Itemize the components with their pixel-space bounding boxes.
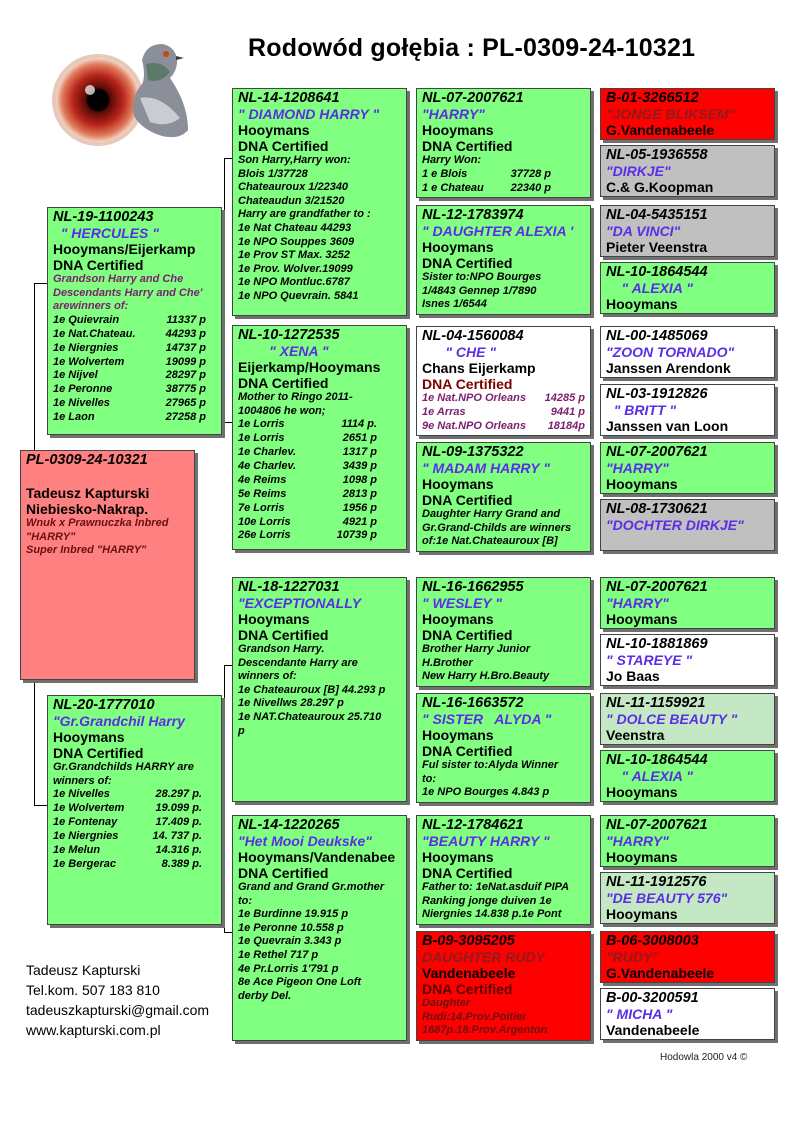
pigeon-name: "HARRY" xyxy=(422,106,485,122)
result-value: 19.099 p. xyxy=(155,802,202,815)
ring-number: NL-14-1220265 xyxy=(238,817,340,833)
dna-label: DNA Certified xyxy=(422,981,513,997)
pedigree-note: Sister to:NPO Bourges xyxy=(422,271,542,283)
great-grandparent-card xyxy=(416,326,591,436)
dna-label: DNA Certified xyxy=(238,865,329,881)
pedigree-note: Harry Won: xyxy=(422,154,482,166)
connector-dam-top xyxy=(224,665,232,666)
pigeon-name: " CHE " xyxy=(422,344,496,360)
pigeon-name: "BEAUTY HARRY " xyxy=(422,833,550,849)
dam-owner: Hooymans xyxy=(53,729,125,745)
ring-number: NL-10-1881869 xyxy=(606,636,708,652)
sire-owner: Hooymans/Eijerkamp xyxy=(53,241,196,257)
pedigree-note: 1e NPO Montluc.6787 xyxy=(238,276,350,289)
result-label: 26e Lorris xyxy=(238,529,291,542)
result-row xyxy=(238,516,377,530)
result-label: 1e Melun xyxy=(53,843,101,856)
result-label: 4e Charlev. xyxy=(238,459,297,472)
result-row xyxy=(422,182,551,196)
ring-number: B-01-3266512 xyxy=(606,90,699,106)
owner-name: Hooymans xyxy=(606,611,678,627)
dam-note: winners of: xyxy=(53,774,112,787)
ring-number: NL-07-2007621 xyxy=(606,579,708,595)
result-label: 1e Laon xyxy=(53,411,95,424)
ancestor-card xyxy=(600,205,775,257)
pedigree-note: Mother to Ringo 2011- xyxy=(238,391,353,403)
result-label: 1e Nat.NPO Orleans xyxy=(422,392,526,404)
result-value: 1956 p xyxy=(342,501,377,514)
dam-card xyxy=(47,695,222,925)
pedigree-note: Grand and Grand Gr.mother xyxy=(238,881,385,893)
result-value: 1098 p xyxy=(342,473,377,486)
sire-name: " HERCULES " xyxy=(53,225,159,241)
ring-number: NL-10-1864544 xyxy=(606,752,708,768)
pigeon-name: " DIAMOND HARRY " xyxy=(238,106,380,122)
pigeon-name: " XENA " xyxy=(238,343,329,359)
ring-number: NL-07-2007621 xyxy=(606,444,708,460)
dam-dna: DNA Certified xyxy=(53,745,144,761)
great-grandparent-card xyxy=(416,577,591,687)
result-label: 1e Niergnies xyxy=(53,341,119,354)
pedigree-note: 1e Nat Chateau 44293 xyxy=(238,221,352,234)
eye-pigeon-logo xyxy=(50,18,200,158)
result-label: 1e Wolvertem xyxy=(53,802,125,815)
page-title: Rodowód gołębia : PL-0309-24-10321 xyxy=(248,34,696,62)
pigeon-name: " MICHA " xyxy=(606,1006,673,1022)
pedigree-note: Niergnies 14.838 p.1e Pont xyxy=(422,908,562,921)
result-label: 1e Lorris xyxy=(238,432,285,445)
pedigree-note: New Harry H.Bro.Beauty xyxy=(422,670,550,683)
pedigree-note: Ranking jonge duiven 1e xyxy=(422,894,552,907)
result-label: 1e Quievrain xyxy=(53,313,120,326)
subject-location: Niebiesko-Nakrap. xyxy=(26,501,149,517)
result-value: 14737 p xyxy=(165,341,206,354)
sire-result xyxy=(53,411,206,425)
dna-label: DNA Certified xyxy=(422,255,513,271)
ring-number: NL-18-1227031 xyxy=(238,579,340,595)
pedigree-note: Son Harry,Harry won: xyxy=(238,154,351,166)
result-value: 11337 p xyxy=(166,313,206,326)
pedigree-note: Descendante Harry are xyxy=(238,656,358,669)
great-grandparent-card xyxy=(416,205,591,315)
result-row xyxy=(238,474,377,488)
owner-name: Hooymans xyxy=(606,906,678,922)
ring-number: NL-04-1560084 xyxy=(422,328,524,344)
result-value: 44293 p xyxy=(165,327,206,340)
sire-result xyxy=(53,356,206,370)
ancestor-card xyxy=(600,88,775,140)
result-row xyxy=(238,460,377,474)
result-value: 4921 p xyxy=(342,515,377,528)
pigeon-name: "Het Mooi Deukske" xyxy=(238,833,372,849)
pigeon-name: " SISTER ALYDA " xyxy=(422,711,552,727)
ancestor-card xyxy=(600,872,775,924)
ring-number: NL-05-1936558 xyxy=(606,147,708,163)
ancestor-card xyxy=(600,750,775,802)
ancestor-card xyxy=(600,384,775,436)
dam-note: Gr.Grandchilds HARRY are xyxy=(53,761,194,773)
sire-note: arewinners of: xyxy=(53,300,129,313)
result-value: 14. 737 p. xyxy=(152,829,202,842)
subject-note: Wnuk x Prawnuczka Inbred xyxy=(26,517,169,529)
result-label: 1e Nat.Chateau. xyxy=(53,327,136,340)
pigeon-name: "DIRKJE" xyxy=(606,163,671,179)
result-label: 1e Nijvel xyxy=(53,369,98,382)
pigeon-name: "HARRY" xyxy=(606,833,669,849)
result-label: 9e Nat.NPO Orleans xyxy=(422,419,526,432)
dna-label: DNA Certified xyxy=(422,743,513,759)
result-label: 5e Reims xyxy=(238,487,287,500)
ancestor-card xyxy=(600,815,775,867)
pedigree-note: 1e Rethel 717 p xyxy=(238,948,319,961)
sire-result xyxy=(53,328,206,342)
ring-number: B-09-3095205 xyxy=(422,933,515,949)
ancestor-card xyxy=(600,326,775,378)
result-value: 38775 p xyxy=(165,383,206,396)
owner-name: Hooymans/Vandenabee xyxy=(238,849,396,865)
result-value: 2651 p xyxy=(342,432,377,445)
owner-name: Hooymans xyxy=(606,784,678,800)
dam-result xyxy=(53,788,202,802)
pigeon-name: " BRITT " xyxy=(606,402,677,418)
pedigree-note: 1e Chateauroux [B] 44.293 p xyxy=(238,683,386,696)
ring-number: NL-00-1485069 xyxy=(606,328,708,344)
owner-name: G.Vandenabeele xyxy=(606,122,715,138)
connector-sire-bottom xyxy=(224,422,232,423)
pedigree-note: Isnes 1/6544 xyxy=(422,298,487,311)
result-label: 1e Arras xyxy=(422,405,466,418)
result-row xyxy=(238,488,377,502)
ring-number: NL-16-1662955 xyxy=(422,579,524,595)
great-grandparent-card xyxy=(416,88,591,198)
pigeon-name: "ZOON TORNADO" xyxy=(606,344,735,360)
result-value: 1317 p xyxy=(342,446,377,458)
contact-phone: Tel.kom. 507 183 810 xyxy=(26,982,160,998)
owner-name: Hooymans xyxy=(238,611,310,627)
sire-result xyxy=(53,342,206,356)
pedigree-note: 1687p.18.Prov.Argenton xyxy=(422,1024,548,1037)
pigeon-name: " ALEXIA " xyxy=(606,768,693,784)
result-row xyxy=(238,502,377,516)
pigeon-name: " WESLEY " xyxy=(422,595,502,611)
grandparent-card xyxy=(232,577,407,802)
result-row xyxy=(238,432,377,446)
dam-result xyxy=(53,844,202,858)
ancestor-card xyxy=(600,442,775,494)
pedigree-note: 1e NPO Souppes 3609 xyxy=(238,235,355,248)
ring-number: NL-16-1663572 xyxy=(422,695,524,711)
result-label: 1e Wolvertem xyxy=(53,355,125,368)
result-value: 8.389 p. xyxy=(161,857,202,870)
ancestor-card xyxy=(600,931,775,983)
pedigree-note: Ful sister to:Alyda Winner xyxy=(422,759,559,771)
great-grandparent-card xyxy=(416,442,591,552)
ancestor-card xyxy=(600,988,775,1040)
pedigree-note: 1004806 he won; xyxy=(238,404,326,417)
pedigree-note: Daughter xyxy=(422,997,471,1009)
sire-dna: DNA Certified xyxy=(53,257,144,273)
subject-card xyxy=(20,450,195,680)
connector-sire-top xyxy=(224,158,232,159)
subject-note: Super Inbred "HARRY" xyxy=(26,544,147,557)
great-grandparent-card xyxy=(416,693,591,803)
owner-name: Hooymans xyxy=(422,476,494,492)
ancestor-card xyxy=(600,262,775,314)
result-value: 22340 p xyxy=(510,181,551,194)
result-value: 37728 p xyxy=(510,167,551,180)
pedigree-note: Blois 1/37728 xyxy=(238,167,308,180)
contact-email[interactable]: tadeuszkapturski@gmail.com xyxy=(26,1002,210,1018)
subject-ring: PL-0309-24-10321 xyxy=(26,452,148,468)
result-value: 18184p xyxy=(547,419,585,432)
dna-label: DNA Certified xyxy=(422,865,513,881)
result-value: 10739 p xyxy=(336,529,377,542)
ring-number: NL-12-1783974 xyxy=(422,207,524,223)
connector-sire-stem xyxy=(224,158,225,422)
dna-label: DNA Certified xyxy=(422,376,513,392)
ring-number: NL-07-2007621 xyxy=(606,817,708,833)
dna-label: DNA Certified xyxy=(238,627,329,643)
result-row xyxy=(422,168,551,182)
owner-name: Veenstra xyxy=(606,727,665,743)
ring-number: NL-10-1272535 xyxy=(238,327,340,343)
result-value: 2813 p xyxy=(342,487,377,500)
result-value: 17.409 p. xyxy=(155,816,202,828)
ancestor-card xyxy=(600,499,775,551)
ancestor-card xyxy=(600,693,775,745)
result-row xyxy=(422,406,585,420)
ring-number: NL-11-1159921 xyxy=(606,695,706,711)
connector-subject-sire xyxy=(34,283,48,284)
ancestor-card xyxy=(600,577,775,629)
owner-name: Eijerkamp/Hooymans xyxy=(238,359,381,375)
ring-number: NL-14-1208641 xyxy=(238,90,340,106)
result-value: 28.297 p. xyxy=(155,788,202,801)
sire-ring: NL-19-1100243 xyxy=(53,209,154,225)
owner-name: Vandenabeele xyxy=(422,965,516,981)
pedigree-note: Chateauroux 1/22340 xyxy=(238,181,349,194)
contact-website[interactable]: www.kapturski.com.pl xyxy=(26,1022,161,1038)
pedigree-note: derby Del. xyxy=(238,989,292,1002)
owner-name: Hooymans xyxy=(606,296,678,312)
pigeon-name: "JONGE BLIKSEM" xyxy=(606,106,736,122)
pedigree-note: 1/4843 Gennep 1/7890 xyxy=(422,284,537,297)
result-label: 1e Niergnies xyxy=(53,829,119,842)
result-value: 14.316 p. xyxy=(155,843,202,856)
result-label: 1e Peronne xyxy=(53,383,113,396)
owner-name: Chans Eijerkamp xyxy=(422,360,536,376)
ring-number: NL-11-1912576 xyxy=(606,874,707,890)
dam-result xyxy=(53,816,202,830)
pigeon-name: " MADAM HARRY " xyxy=(422,460,550,476)
dna-label: DNA Certified xyxy=(422,627,513,643)
dna-label: DNA Certified xyxy=(422,492,513,508)
pigeon-name: "DOCHTER DIRKJE" xyxy=(606,517,744,533)
owner-name: Jo Baas xyxy=(606,668,660,684)
pedigree-note: winners of: xyxy=(238,670,297,683)
result-row xyxy=(238,418,377,432)
pedigree-note: 1e NPO Bourges 4.843 p xyxy=(422,786,550,799)
pedigree-note: 1e Prov. Wolver.19099 xyxy=(238,262,353,275)
pigeon-name: DAUGHTER RUDY xyxy=(422,949,545,965)
result-value: 27258 p xyxy=(165,411,206,424)
owner-name: Janssen Arendonk xyxy=(606,360,731,376)
pedigree-note: 1e Quevrain 3.343 p xyxy=(238,935,342,948)
connector-subject-dam xyxy=(34,805,48,806)
owner-name: Hooymans xyxy=(422,611,494,627)
pigeon-name: "DE BEAUTY 576" xyxy=(606,890,728,906)
owner-name: Janssen van Loon xyxy=(606,418,729,434)
result-label: 1 e Chateau xyxy=(422,181,484,194)
result-row xyxy=(422,392,585,406)
pedigree-note: to: xyxy=(422,772,437,785)
dna-label: DNA Certified xyxy=(238,138,329,154)
pigeon-name: "EXCEPTIONALLY xyxy=(238,595,362,611)
pedigree-note: Gr.Grand-Childs are winners xyxy=(422,521,572,534)
sire-card xyxy=(47,207,222,435)
pedigree-note: 1e Burdinne 19.915 p xyxy=(238,908,349,921)
pedigree-note: 8e Ace Pigeon One Loft xyxy=(238,976,362,989)
pigeon-name: "DA VINCI" xyxy=(606,223,681,239)
pigeon-name: " ALEXIA " xyxy=(606,280,693,296)
grandparent-card xyxy=(232,325,407,550)
ancestor-card xyxy=(600,634,775,686)
pedigree-note: 4e Pr.Lorris 1'791 p xyxy=(238,962,339,975)
owner-name: C.& G.Koopman xyxy=(606,179,714,195)
sire-note: Grandson Harry and Che xyxy=(53,273,184,285)
result-value: 28297 p xyxy=(165,369,206,382)
pedigree-note: 1e NPO Quevrain. 5841 xyxy=(238,289,359,302)
dam-ring: NL-20-1777010 xyxy=(53,697,155,713)
pedigree-note: Daughter Harry Grand and xyxy=(422,508,561,520)
result-row xyxy=(422,420,585,434)
result-value: 1114 p. xyxy=(341,418,377,431)
footer-credit: Hodowla 2000 v4 © xyxy=(660,1052,748,1063)
dam-result xyxy=(53,858,202,872)
result-label: 1 e Blois xyxy=(422,167,468,180)
dam-result xyxy=(53,802,202,816)
sire-result xyxy=(53,369,206,383)
owner-name: Vandenabeele xyxy=(606,1022,700,1038)
pedigree-note: p xyxy=(238,724,245,737)
owner-name: Hooymans xyxy=(238,122,310,138)
result-label: 1e Lorris xyxy=(238,418,285,431)
result-value: 19099 p xyxy=(165,355,206,368)
subject-note: "HARRY" xyxy=(26,530,76,543)
result-value: 27965 p xyxy=(165,397,206,410)
owner-name: Hooymans xyxy=(422,849,494,865)
sire-result xyxy=(53,397,206,411)
ring-number: B-06-3008003 xyxy=(606,933,699,949)
owner-name: G.Vandenabeele xyxy=(606,965,715,981)
sire-result xyxy=(53,314,206,328)
pigeon-name: " STAREYE " xyxy=(606,652,693,668)
contact-name: Tadeusz Kapturski xyxy=(26,962,141,978)
ring-number: NL-12-1784621 xyxy=(422,817,524,833)
pedigree-note: Rudi:14.Prov.Poitier xyxy=(422,1010,527,1023)
result-value: 14285 p xyxy=(544,392,585,404)
dna-label: DNA Certified xyxy=(422,138,513,154)
result-label: 1e Nivelles xyxy=(53,397,110,410)
ring-number: NL-07-2007621 xyxy=(422,90,524,106)
result-label: 7e Lorris xyxy=(238,501,285,514)
result-label: 1e Bergerac xyxy=(53,857,116,870)
pigeon-name: "RUDY" xyxy=(606,949,659,965)
pedigree-note: Brother Harry Junior xyxy=(422,643,531,655)
pedigree-note: Harry are grandfather to : xyxy=(238,208,371,221)
ring-number: NL-09-1375322 xyxy=(422,444,524,460)
owner-name: Hooymans xyxy=(422,239,494,255)
ring-number: B-00-3200591 xyxy=(606,990,699,1006)
ancestor-card xyxy=(600,145,775,197)
result-label: 10e Lorris xyxy=(238,515,291,528)
result-row xyxy=(238,529,377,543)
result-label: 1e Charlev. xyxy=(238,446,297,458)
result-value: 3439 p xyxy=(342,459,377,472)
grandparent-card xyxy=(232,88,407,316)
pedigree-note: H.Brother xyxy=(422,656,473,669)
dna-label: DNA Certified xyxy=(238,375,329,391)
result-label: 1e Fontenay xyxy=(53,816,118,828)
pedigree-note: 1e NAT.Chateauroux 25.710 xyxy=(238,710,382,723)
pigeon-name: "HARRY" xyxy=(606,460,669,476)
result-row xyxy=(238,446,377,460)
great-grandparent-card xyxy=(416,931,591,1041)
pigeon-name: " DOLCE BEAUTY " xyxy=(606,711,738,727)
sire-result xyxy=(53,383,206,397)
result-label: 1e Nivelles xyxy=(53,788,110,801)
pedigree-note: 1e Peronne 10.558 p xyxy=(238,921,344,934)
grandparent-card xyxy=(232,815,407,1041)
owner-name: Hooymans xyxy=(422,727,494,743)
owner-name: Hooymans xyxy=(606,849,678,865)
contact-block xyxy=(26,960,209,1040)
owner-name: Hooymans xyxy=(422,122,494,138)
owner-name: Pieter Veenstra xyxy=(606,239,708,255)
pigeon-name: " DAUGHTER ALEXIA ' xyxy=(422,223,574,239)
dam-name: "Gr.Grandchil Harry xyxy=(53,713,185,729)
pedigree-note: Grandson Harry. xyxy=(238,643,325,655)
ring-number: NL-03-1912826 xyxy=(606,386,708,402)
connector-dam-stem xyxy=(224,665,225,932)
pedigree-note: of:1e Nat.Chateauroux [B] xyxy=(422,535,558,548)
great-grandparent-card xyxy=(416,815,591,925)
owner-name: Hooymans xyxy=(606,476,678,492)
ring-number: NL-08-1730621 xyxy=(606,501,708,517)
ring-number: NL-04-5435151 xyxy=(606,207,708,223)
result-label: 4e Reims xyxy=(238,473,287,486)
pedigree-note: 1e Prov ST Max. 3252 xyxy=(238,249,350,262)
dam-result xyxy=(53,830,202,844)
pedigree-note: to: xyxy=(238,894,253,907)
result-value: 9441 p xyxy=(550,405,585,418)
pedigree-note: 1e Nivellws 28.297 p xyxy=(238,697,344,710)
pedigree-note: Chateaudun 3/21520 xyxy=(238,194,345,207)
pedigree-note: Father to: 1eNat.asduif PIPA xyxy=(422,881,570,893)
subject-owner: Tadeusz Kapturski xyxy=(26,485,150,501)
pigeon-name: "HARRY" xyxy=(606,595,669,611)
ring-number: NL-10-1864544 xyxy=(606,264,708,280)
connector-dam-bottom xyxy=(224,932,232,933)
sire-note: Descendants Harry and Che' xyxy=(53,286,203,299)
